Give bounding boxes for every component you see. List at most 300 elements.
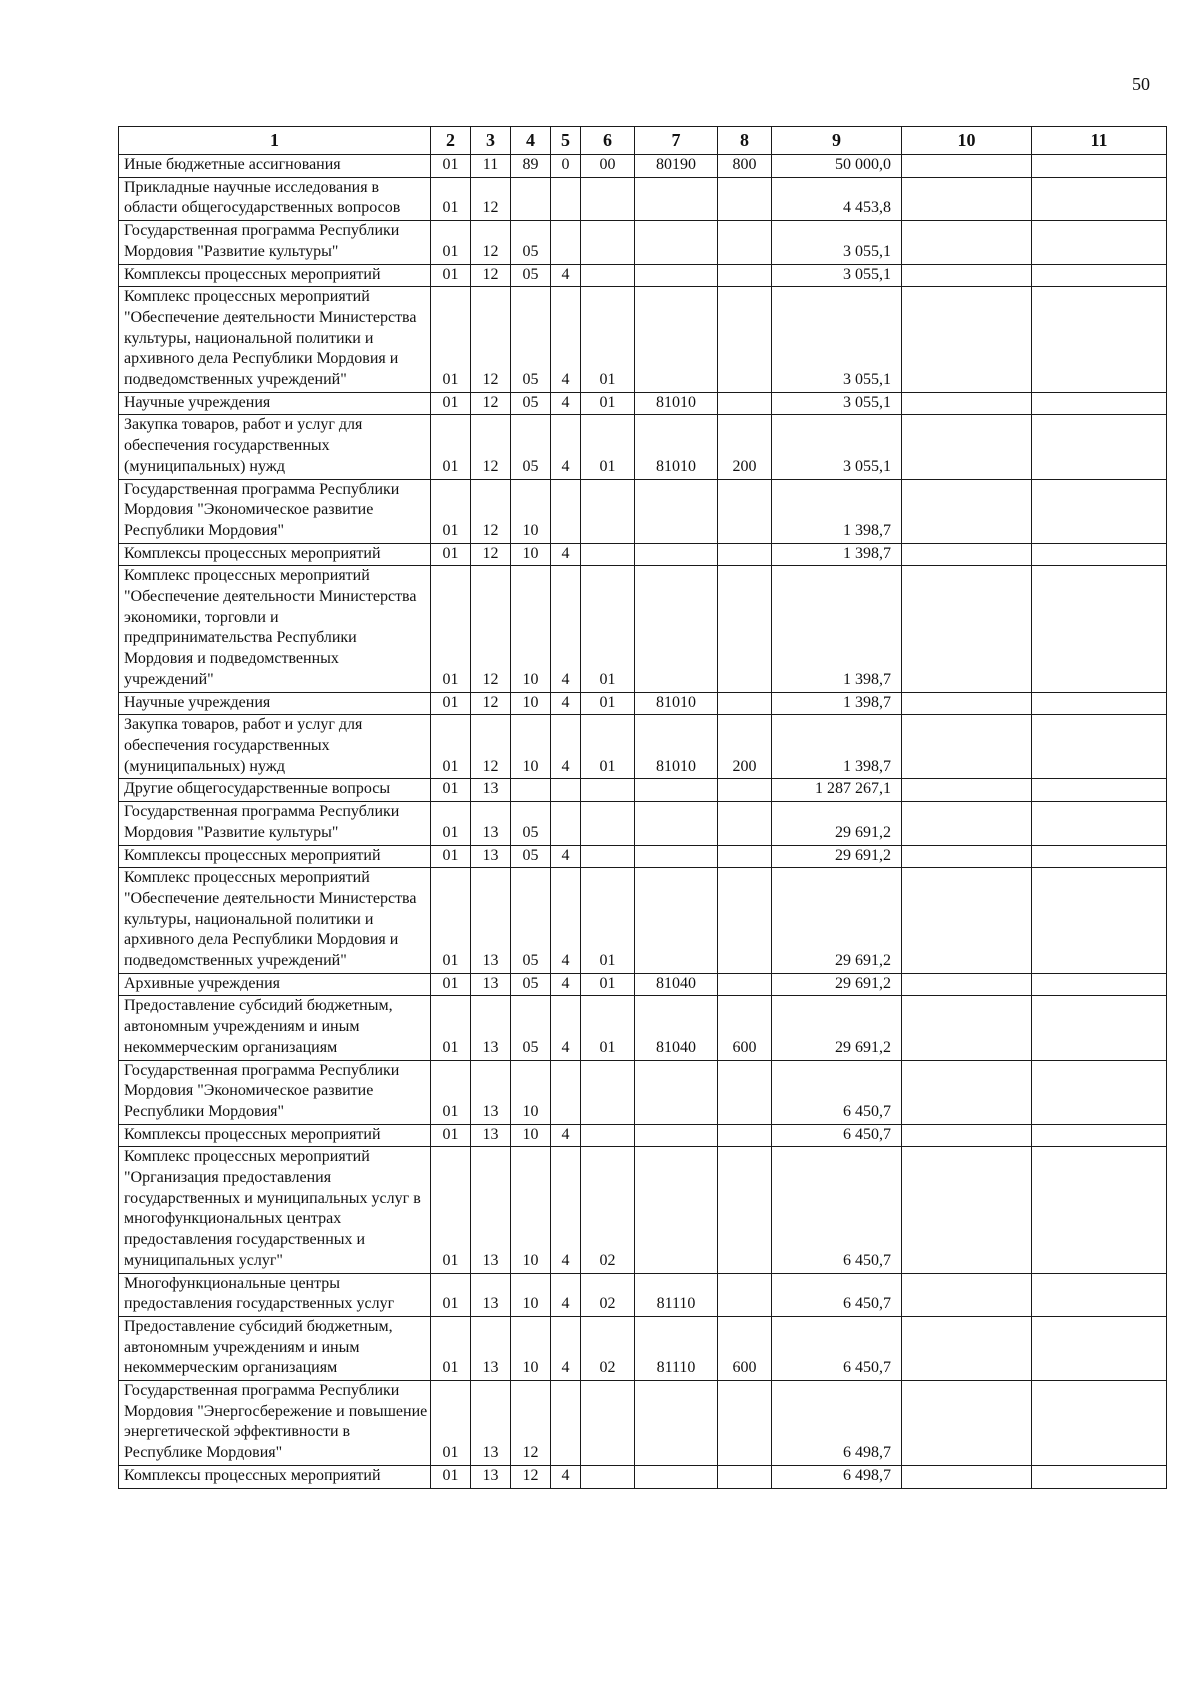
row-code-6 [581,264,635,287]
row-name: Государственная программа Республики Мордовия "Развитие культуры" [119,221,431,264]
row-code-7 [635,221,718,264]
row-code-8 [718,1124,772,1147]
table-row [119,155,1167,178]
table-row [119,1273,1167,1316]
row-code-8 [718,845,772,868]
row-amount-11 [1032,1124,1167,1147]
row-code-2: 01 [431,779,471,802]
row-code-3: 12 [471,177,511,220]
row-amount-11 [1032,392,1167,415]
row-code-8 [718,392,772,415]
row-code-2: 01 [431,973,471,996]
row-code-8 [718,1060,772,1124]
row-code-4: 05 [511,973,551,996]
row-amount-11 [1032,543,1167,566]
row-name: Комплексы процессных мероприятий [119,543,431,566]
row-code-5: 4 [551,868,581,974]
row-code-6 [581,1381,635,1466]
table-row [119,1060,1167,1124]
row-amount-11 [1032,868,1167,974]
row-amount-9: 29 691,2 [772,802,902,845]
row-code-2: 01 [431,221,471,264]
row-amount-11 [1032,802,1167,845]
row-code-2: 01 [431,1124,471,1147]
row-amount-10 [902,264,1032,287]
row-amount-11 [1032,1060,1167,1124]
row-code-7 [635,1060,718,1124]
row-code-2: 01 [431,996,471,1060]
row-code-8: 800 [718,155,772,178]
row-code-5 [551,1381,581,1466]
row-amount-10 [902,996,1032,1060]
row-code-4: 10 [511,1147,551,1273]
row-code-8 [718,543,772,566]
row-code-7 [635,264,718,287]
row-amount-9: 6 450,7 [772,1147,902,1273]
row-code-2: 01 [431,177,471,220]
row-code-5 [551,221,581,264]
row-code-4: 05 [511,996,551,1060]
row-amount-11 [1032,845,1167,868]
row-code-2: 01 [431,392,471,415]
row-code-2: 01 [431,715,471,779]
row-amount-9: 3 055,1 [772,264,902,287]
row-code-8 [718,1381,772,1466]
column-header: 4 [511,127,551,155]
row-code-3: 13 [471,802,511,845]
row-code-4: 05 [511,845,551,868]
row-code-2: 01 [431,264,471,287]
row-code-3: 13 [471,1381,511,1466]
row-amount-9: 6 450,7 [772,1060,902,1124]
row-amount-11 [1032,1147,1167,1273]
row-code-6: 02 [581,1273,635,1316]
row-code-8 [718,264,772,287]
row-code-4: 10 [511,543,551,566]
row-code-3: 13 [471,996,511,1060]
row-code-6 [581,221,635,264]
row-code-4: 10 [511,1273,551,1316]
row-amount-10 [902,392,1032,415]
row-code-2: 01 [431,1147,471,1273]
row-amount-10 [902,845,1032,868]
column-header: 9 [772,127,902,155]
row-amount-10 [902,1060,1032,1124]
row-code-6: 01 [581,415,635,479]
row-code-5: 4 [551,1124,581,1147]
row-amount-10 [902,692,1032,715]
row-code-7: 81040 [635,973,718,996]
row-name: Государственная программа Республики Мордовия "Экономическое развитие Республики Мордовия" [119,1060,431,1124]
row-code-5 [551,779,581,802]
row-amount-9: 1 398,7 [772,566,902,692]
table-row [119,996,1167,1060]
row-code-6: 01 [581,692,635,715]
table-row [119,868,1167,974]
row-code-7: 81010 [635,715,718,779]
row-code-2: 01 [431,566,471,692]
row-code-5: 4 [551,1273,581,1316]
row-code-6: 01 [581,996,635,1060]
row-code-3: 13 [471,779,511,802]
row-code-6: 01 [581,566,635,692]
column-header: 10 [902,127,1032,155]
row-code-5: 4 [551,692,581,715]
row-code-5: 4 [551,996,581,1060]
row-amount-10 [902,415,1032,479]
row-name: Предоставление субсидий бюджетным, автономным учреждениям и иным некоммерческим организациям [119,996,431,1060]
row-code-3: 12 [471,392,511,415]
row-code-5 [551,802,581,845]
row-code-2: 01 [431,543,471,566]
row-code-8: 600 [718,1316,772,1380]
column-header: 7 [635,127,718,155]
column-header: 11 [1032,127,1167,155]
table-row [119,479,1167,543]
row-code-3: 12 [471,715,511,779]
row-amount-10 [902,177,1032,220]
row-name: Прикладные научные исследования в области общегосударственных вопросов [119,177,431,220]
row-code-7 [635,177,718,220]
row-code-7 [635,802,718,845]
row-code-6 [581,1060,635,1124]
row-code-6: 01 [581,868,635,974]
row-name: Государственная программа Республики Мордовия "Развитие культуры" [119,802,431,845]
row-name: Комплексы процессных мероприятий [119,845,431,868]
row-name: Предоставление субсидий бюджетным, автономным учреждениям и иным некоммерческим организациям [119,1316,431,1380]
row-amount-9: 1 398,7 [772,479,902,543]
table-row [119,264,1167,287]
row-code-6: 01 [581,392,635,415]
row-code-5: 4 [551,287,581,393]
row-amount-11 [1032,566,1167,692]
column-header: 5 [551,127,581,155]
row-code-7 [635,1465,718,1488]
row-code-6 [581,543,635,566]
row-name: Комплекс процессных мероприятий "Обеспечение деятельности Министерства культуры, национальной политики и архивного дела Республики Мордовия и подведомственных учреждений" [119,287,431,393]
row-amount-10 [902,973,1032,996]
row-code-6: 00 [581,155,635,178]
row-amount-9: 3 055,1 [772,287,902,393]
row-amount-11 [1032,287,1167,393]
table-row [119,1465,1167,1488]
row-code-4 [511,779,551,802]
row-code-7: 80190 [635,155,718,178]
row-code-6: 01 [581,287,635,393]
row-amount-9: 6 450,7 [772,1273,902,1316]
row-code-5: 4 [551,392,581,415]
row-code-7: 81110 [635,1273,718,1316]
row-code-3: 11 [471,155,511,178]
row-code-7: 81010 [635,415,718,479]
row-code-4: 10 [511,715,551,779]
row-code-4: 10 [511,1060,551,1124]
row-amount-10 [902,155,1032,178]
row-amount-9: 29 691,2 [772,845,902,868]
row-code-2: 01 [431,1381,471,1466]
row-code-8 [718,802,772,845]
table-row [119,802,1167,845]
row-amount-9: 3 055,1 [772,392,902,415]
row-amount-9: 1 398,7 [772,543,902,566]
row-amount-11 [1032,715,1167,779]
row-amount-11 [1032,264,1167,287]
row-code-6 [581,845,635,868]
row-code-6: 02 [581,1316,635,1380]
row-amount-9: 29 691,2 [772,868,902,974]
table-row [119,715,1167,779]
row-code-4: 10 [511,1316,551,1380]
table-row [119,221,1167,264]
row-name: Комплексы процессных мероприятий [119,264,431,287]
row-code-2: 01 [431,1465,471,1488]
row-code-4: 10 [511,566,551,692]
row-code-8 [718,973,772,996]
row-amount-11 [1032,996,1167,1060]
row-amount-9: 3 055,1 [772,415,902,479]
row-code-8 [718,692,772,715]
row-code-7 [635,1124,718,1147]
row-code-5: 4 [551,1316,581,1380]
row-amount-11 [1032,479,1167,543]
row-code-2: 01 [431,1273,471,1316]
row-amount-10 [902,1381,1032,1466]
row-amount-10 [902,287,1032,393]
row-code-7: 81040 [635,996,718,1060]
row-code-5: 4 [551,543,581,566]
row-code-4: 89 [511,155,551,178]
row-code-4: 12 [511,1465,551,1488]
table-row [119,973,1167,996]
row-code-2: 01 [431,287,471,393]
row-code-6 [581,779,635,802]
row-amount-11 [1032,221,1167,264]
row-name: Комплекс процессных мероприятий "Обеспечение деятельности Министерства культуры, национальной политики и архивного дела Республики Мордовия и подведомственных учреждений" [119,868,431,974]
row-code-8 [718,868,772,974]
row-amount-10 [902,868,1032,974]
row-name: Комплекс процессных мероприятий "Организация предоставления государственных и муниципальных услуг в многофункциональных центрах предоставления государственных и муниципальных услуг" [119,1147,431,1273]
row-name: Научные учреждения [119,692,431,715]
row-amount-10 [902,1124,1032,1147]
row-code-3: 12 [471,692,511,715]
budget-table [118,126,1167,1489]
row-amount-9: 29 691,2 [772,996,902,1060]
row-code-4: 10 [511,479,551,543]
row-code-8 [718,221,772,264]
row-code-5 [551,479,581,543]
row-code-7 [635,1381,718,1466]
row-code-6: 01 [581,715,635,779]
row-amount-11 [1032,415,1167,479]
row-code-7 [635,779,718,802]
row-code-3: 12 [471,287,511,393]
table-row [119,415,1167,479]
row-code-8 [718,287,772,393]
row-name: Государственная программа Республики Мордовия "Экономическое развитие Республики Мордовия" [119,479,431,543]
row-code-3: 13 [471,1465,511,1488]
row-amount-11 [1032,973,1167,996]
row-code-8 [718,1465,772,1488]
row-name: Другие общегосударственные вопросы [119,779,431,802]
row-amount-9: 6 450,7 [772,1124,902,1147]
row-code-5: 4 [551,715,581,779]
row-code-6 [581,479,635,543]
row-code-5: 4 [551,845,581,868]
table-row [119,1147,1167,1273]
row-code-2: 01 [431,802,471,845]
row-amount-11 [1032,1465,1167,1488]
table-row [119,1124,1167,1147]
row-code-4 [511,177,551,220]
table-row [119,543,1167,566]
row-code-2: 01 [431,1060,471,1124]
row-amount-9: 6 498,7 [772,1381,902,1466]
row-name: Государственная программа Республики Мордовия "Энергосбережение и повышение энергетической эффективности в Республике Мордовия" [119,1381,431,1466]
header-row [119,127,1167,155]
row-code-8: 600 [718,996,772,1060]
row-code-8 [718,1147,772,1273]
table-row [119,566,1167,692]
row-code-7 [635,543,718,566]
row-name: Научные учреждения [119,392,431,415]
row-code-4: 05 [511,264,551,287]
row-code-2: 01 [431,692,471,715]
column-header: 1 [119,127,431,155]
row-amount-11 [1032,1381,1167,1466]
row-amount-9: 6 498,7 [772,1465,902,1488]
row-code-3: 13 [471,1147,511,1273]
row-code-7: 81010 [635,692,718,715]
row-code-3: 13 [471,1124,511,1147]
row-code-6 [581,802,635,845]
row-name: Многофункциональные центры предоставления государственных услуг [119,1273,431,1316]
row-amount-10 [902,1273,1032,1316]
row-code-3: 12 [471,566,511,692]
row-code-2: 01 [431,1316,471,1380]
row-name: Комплексы процессных мероприятий [119,1124,431,1147]
row-code-3: 13 [471,868,511,974]
row-code-8 [718,177,772,220]
row-code-3: 12 [471,415,511,479]
row-amount-9: 3 055,1 [772,221,902,264]
column-header: 6 [581,127,635,155]
row-code-4: 10 [511,692,551,715]
row-code-3: 12 [471,479,511,543]
row-code-7 [635,845,718,868]
row-code-8 [718,1273,772,1316]
row-code-2: 01 [431,415,471,479]
row-code-8: 200 [718,715,772,779]
row-code-3: 12 [471,221,511,264]
row-code-5: 0 [551,155,581,178]
row-code-8: 200 [718,415,772,479]
row-amount-11 [1032,177,1167,220]
row-amount-9: 1 398,7 [772,715,902,779]
row-amount-11 [1032,779,1167,802]
row-code-4: 10 [511,1124,551,1147]
row-code-7 [635,287,718,393]
row-code-7 [635,1147,718,1273]
row-code-3: 13 [471,1273,511,1316]
row-code-8 [718,566,772,692]
row-code-7 [635,479,718,543]
column-header: 8 [718,127,772,155]
row-amount-9: 4 453,8 [772,177,902,220]
row-name: Закупка товаров, работ и услуг для обеспечения государственных (муниципальных) нужд [119,715,431,779]
row-code-3: 13 [471,973,511,996]
table-row [119,779,1167,802]
row-code-5: 4 [551,264,581,287]
row-code-4: 12 [511,1381,551,1466]
row-code-5: 4 [551,415,581,479]
row-code-5: 4 [551,973,581,996]
row-name: Иные бюджетные ассигнования [119,155,431,178]
table-row [119,845,1167,868]
row-amount-10 [902,479,1032,543]
row-code-2: 01 [431,845,471,868]
row-code-4: 05 [511,415,551,479]
row-amount-10 [902,566,1032,692]
row-code-3: 12 [471,264,511,287]
row-amount-11 [1032,155,1167,178]
row-code-3: 13 [471,845,511,868]
row-code-7: 81110 [635,1316,718,1380]
table-row [119,692,1167,715]
row-code-6: 01 [581,973,635,996]
row-code-4: 05 [511,287,551,393]
column-header: 2 [431,127,471,155]
row-code-5 [551,177,581,220]
row-amount-10 [902,715,1032,779]
row-code-6 [581,1124,635,1147]
table-row [119,1381,1167,1466]
row-name: Закупка товаров, работ и услуг для обеспечения государственных (муниципальных) нужд [119,415,431,479]
row-code-8 [718,779,772,802]
row-code-2: 01 [431,155,471,178]
row-code-3: 13 [471,1316,511,1380]
row-amount-11 [1032,1273,1167,1316]
row-amount-9: 50 000,0 [772,155,902,178]
row-code-7 [635,566,718,692]
row-code-6 [581,1465,635,1488]
table-row [119,177,1167,220]
table-row [119,287,1167,393]
row-name: Комплексы процессных мероприятий [119,1465,431,1488]
row-amount-10 [902,543,1032,566]
row-amount-10 [902,1465,1032,1488]
row-amount-9: 6 450,7 [772,1316,902,1380]
table-row [119,1316,1167,1380]
row-amount-10 [902,802,1032,845]
row-amount-11 [1032,692,1167,715]
row-amount-9: 29 691,2 [772,973,902,996]
row-code-6: 02 [581,1147,635,1273]
row-amount-9: 1 287 267,1 [772,779,902,802]
row-amount-10 [902,1147,1032,1273]
row-code-5: 4 [551,566,581,692]
row-code-7: 81010 [635,392,718,415]
row-code-5 [551,1060,581,1124]
row-code-7 [635,868,718,974]
row-amount-9: 1 398,7 [772,692,902,715]
row-code-8 [718,479,772,543]
table-row [119,392,1167,415]
row-name: Архивные учреждения [119,973,431,996]
row-code-4: 05 [511,392,551,415]
row-code-2: 01 [431,479,471,543]
row-code-4: 05 [511,868,551,974]
row-code-3: 13 [471,1060,511,1124]
